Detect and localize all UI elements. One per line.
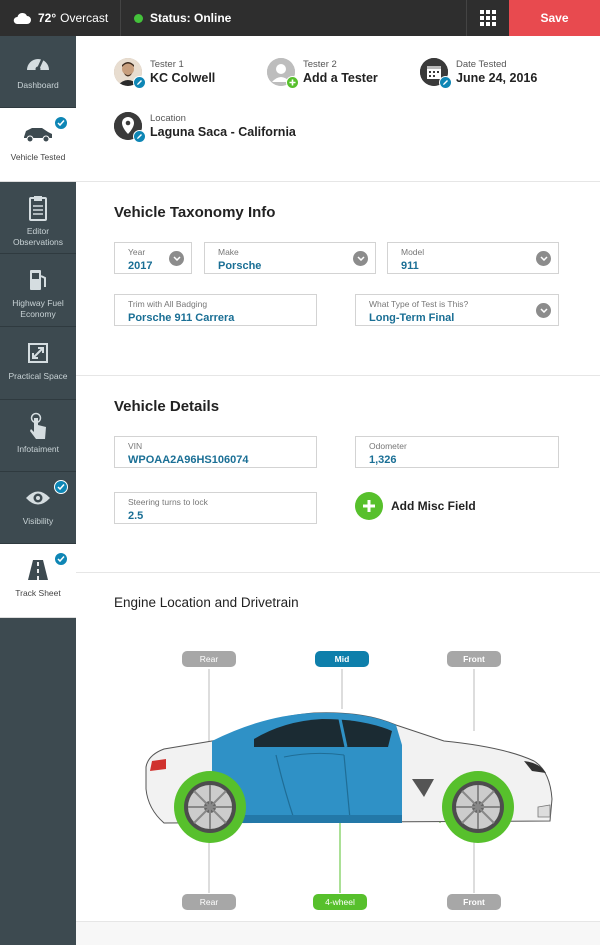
chevron-down-icon (353, 251, 368, 266)
chevron-down-icon (536, 303, 551, 318)
weather-widget (0, 0, 121, 36)
vin-input[interactable] (114, 436, 317, 468)
vin-label: VIN (128, 441, 143, 451)
edit-icon[interactable] (133, 76, 146, 89)
section-title: Vehicle Taxonomy Info (114, 204, 276, 221)
edit-icon[interactable] (133, 130, 146, 143)
year-value: 2017 (128, 260, 153, 272)
date-label: Date Tested (456, 59, 507, 70)
model-select[interactable] (387, 242, 559, 274)
sidebar-item-label: Dashboard (17, 80, 59, 90)
make-value: Porsche (218, 260, 262, 272)
engine-location-front[interactable]: Front (447, 651, 501, 667)
sidebar-item-editor-observations[interactable] (0, 182, 76, 254)
odometer-value: 1,326 (369, 454, 397, 466)
add-misc-field-button[interactable] (355, 492, 476, 520)
apps-grid-button[interactable] (466, 0, 508, 36)
test-type-select[interactable] (355, 294, 559, 326)
clipboard-icon (28, 195, 48, 221)
engine-section (76, 573, 600, 922)
front-wheel (442, 771, 514, 843)
sidebar-item-label: Vehicle Tested (10, 152, 66, 162)
status-text: Status: Online (150, 11, 232, 25)
status-indicator (134, 0, 231, 36)
save-button[interactable]: Save (509, 0, 600, 36)
edit-icon[interactable] (439, 76, 452, 89)
make-select[interactable] (204, 242, 376, 274)
chevron-down-icon (536, 251, 551, 266)
trim-input[interactable] (114, 294, 317, 326)
tester1-label: Tester 1 (150, 59, 184, 70)
main-content (76, 36, 600, 945)
add-tester-button[interactable] (267, 58, 378, 86)
steering-input[interactable] (114, 492, 317, 524)
tester1-name: KC Colwell (150, 71, 216, 85)
year-select[interactable] (114, 242, 192, 274)
sidebar-item-highway-fuel-economy[interactable] (0, 254, 76, 327)
sidebar (0, 36, 76, 945)
online-dot-icon (134, 14, 143, 23)
vehicle-details-section (76, 376, 600, 573)
test-type-label: What Type of Test is This? (369, 299, 469, 309)
plus-icon (355, 492, 383, 520)
calendar-avatar (420, 58, 448, 86)
check-icon (54, 552, 68, 566)
sidebar-item-visibility[interactable] (0, 472, 76, 544)
avatar (114, 58, 142, 86)
touch-icon (28, 412, 48, 440)
car-illustration (144, 689, 554, 849)
drivetrain-rear[interactable]: Rear (182, 894, 236, 910)
car-icon (22, 125, 54, 143)
steering-value: 2.5 (128, 510, 144, 522)
tester1[interactable] (114, 58, 215, 86)
temperature: 72° (38, 11, 57, 25)
cloud-icon (12, 12, 32, 25)
model-value: 911 (401, 260, 419, 272)
year-label: Year (128, 247, 146, 257)
resize-icon (28, 343, 48, 363)
drivetrain-4-wheel[interactable]: 4-wheel (313, 894, 367, 910)
sidebar-item-label: Editor Observations (12, 226, 64, 247)
testers-section (76, 36, 600, 182)
avatar-placeholder (267, 58, 295, 86)
drivetrain-front[interactable]: Front (447, 894, 501, 910)
test-type-value: Long-Term Final (369, 312, 455, 324)
fuel-pump-icon (28, 268, 48, 292)
taxonomy-section (76, 182, 600, 376)
vin-value: WPOAA2A96HS106074 (128, 454, 249, 466)
sidebar-item-label: Highway Fuel Economy (12, 298, 64, 319)
sidebar-item-label: Practical Space (8, 371, 68, 381)
check-icon (54, 480, 68, 494)
location-value: Laguna Saca - California (150, 125, 296, 139)
sidebar-item-label: Track Sheet (15, 588, 61, 598)
weather-condition: Overcast (60, 11, 109, 25)
add-misc-label: Add Misc Field (391, 499, 476, 513)
tester2-name: Add a Tester (303, 71, 378, 85)
eye-icon (25, 490, 51, 506)
check-icon (54, 116, 68, 130)
odometer-label: Odometer (369, 441, 407, 451)
grid-icon (480, 10, 496, 26)
engine-location-mid[interactable]: Mid (315, 651, 369, 667)
odometer-input[interactable] (355, 436, 559, 468)
location-avatar (114, 112, 142, 140)
date-tested[interactable] (420, 58, 537, 86)
plus-icon (286, 76, 299, 89)
location[interactable] (114, 112, 296, 140)
location-label: Location (150, 113, 186, 124)
model-label: Model (401, 247, 425, 257)
steering-label: Steering turns to lock (128, 497, 208, 507)
tester2-label: Tester 2 (303, 59, 337, 70)
trim-label: Trim with All Badging (128, 299, 208, 309)
chevron-down-icon (169, 251, 184, 266)
sidebar-item-infotaiment[interactable] (0, 400, 76, 472)
sidebar-item-dashboard[interactable] (0, 36, 76, 108)
sidebar-item-label: Visibility (22, 516, 54, 526)
engine-location-rear[interactable]: Rear (182, 651, 236, 667)
trim-value: Porsche 911 Carrera (128, 312, 235, 324)
section-title: Vehicle Details (114, 398, 220, 415)
top-bar (0, 0, 600, 36)
section-title: Engine Location and Drivetrain (114, 595, 299, 610)
gauge-icon (25, 52, 51, 72)
road-icon (27, 559, 49, 581)
make-label: Make (218, 247, 239, 257)
sidebar-item-label: Infotaiment (16, 444, 60, 454)
sidebar-item-practical-space[interactable] (0, 327, 76, 400)
rear-wheel (174, 771, 246, 843)
sidebar-item-vehicle-tested[interactable] (0, 108, 76, 182)
date-value: June 24, 2016 (456, 71, 538, 85)
sidebar-item-track-sheet[interactable] (0, 544, 76, 618)
